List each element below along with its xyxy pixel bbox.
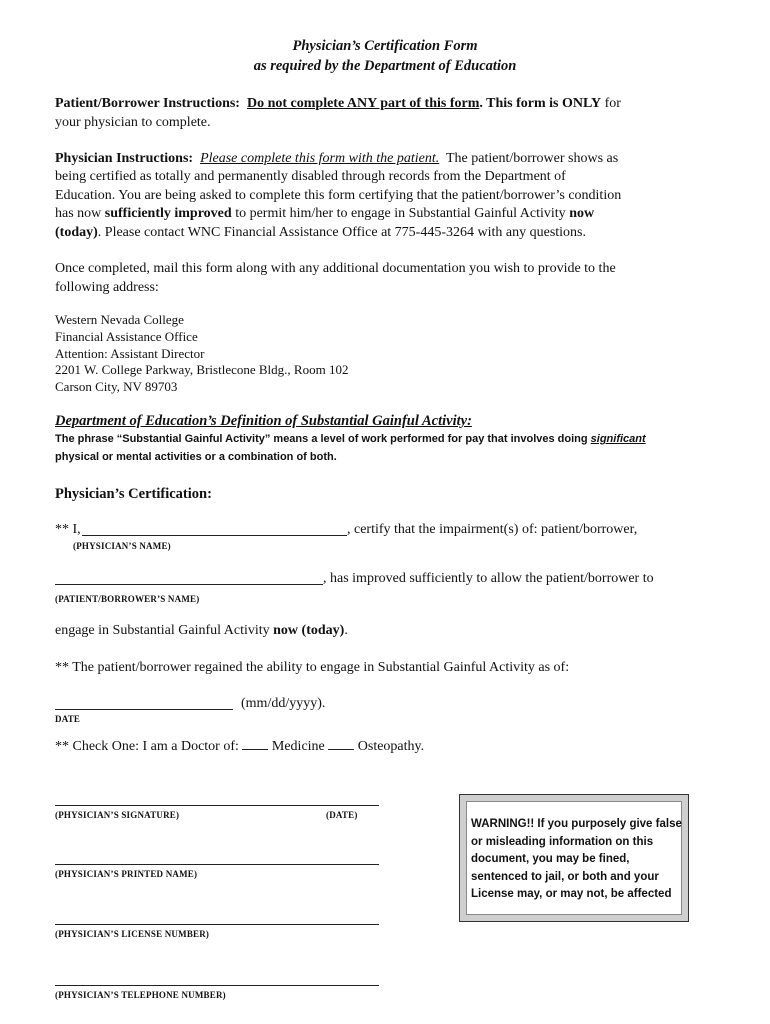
certify-text: , certify that the impairment(s) of: patient/borrower,	[347, 522, 638, 537]
medicine-checkbox-line[interactable]	[242, 749, 268, 750]
physician-instructions-label: Physician Instructions:	[55, 151, 194, 166]
physician-instructions-line2: being certified as totally and permanently disabled through records from the Department of	[55, 169, 566, 184]
form-title: Physician’s Certification Form	[292, 38, 478, 54]
date-format: (mm/dd/yyyy).	[241, 696, 326, 711]
patient-instructions-text-b: for	[601, 96, 621, 111]
engage-period: .	[344, 623, 348, 638]
engage-text-a: engage in Substantial Gainful Activity	[55, 623, 274, 638]
address-line: Carson City, NV 89703	[55, 379, 178, 394]
patient-name-field[interactable]	[55, 584, 323, 585]
warning-text: WARNING!! If you purposely give false or misleading information on this document, you may be fined, sentenced to jail, or both and your License may, or may not, be affected	[471, 818, 682, 900]
patient-instructions-line2: your physician to complete.	[55, 115, 211, 130]
definition-text-a: The phrase “Substantial Gainful Activity” means a level of work performed for pay that involves doing	[55, 433, 591, 445]
address-line: Financial Assistance Office	[55, 329, 198, 344]
definition-text	[55, 433, 646, 445]
license-number-label: (PHYSICIAN’S LICENSE NUMBER)	[55, 929, 210, 939]
patient-instructions-text: . This form is	[479, 96, 562, 111]
physician-instructions	[55, 150, 618, 169]
signature-field[interactable]	[55, 805, 379, 806]
line4-text-a: has now	[55, 206, 105, 221]
address-line: 2201 W. College Parkway, Bristlecone Bldg., Room 102	[55, 362, 349, 377]
medicine-label: Medicine	[268, 739, 329, 754]
check-one-text: ** Check One: I am a Doctor of:	[55, 739, 243, 754]
osteopathy-checkbox-line[interactable]	[328, 749, 354, 750]
engage-text	[55, 622, 348, 641]
physician-instructions-line5	[55, 224, 586, 243]
patient-instructions-warning: Do not complete ANY part of this form	[246, 96, 480, 111]
date-label: DATE	[55, 714, 81, 724]
warning-box-inner	[466, 801, 682, 915]
today-emphasis: (today)	[55, 225, 98, 240]
physician-instructions-line4	[55, 205, 594, 224]
physician-instructions-text: The patient/borrower shows as	[445, 151, 619, 166]
mail-instructions-line2: following address:	[55, 280, 159, 295]
only-emphasis: ONLY	[561, 96, 602, 111]
telephone-label: (PHYSICIAN’S TELEPHONE NUMBER)	[55, 990, 226, 1000]
signature-label: (PHYSICIAN’S SIGNATURE)	[55, 810, 180, 820]
patient-instructions-label: Patient/Borrower Instructions:	[55, 96, 240, 111]
now-emphasis: now	[569, 206, 595, 221]
regained-text: ** The patient/borrower regained the ability to engage in Substantial Gainful Activity as of:	[55, 660, 570, 675]
warning-box	[459, 794, 689, 922]
certification-heading: Physician’s Certification:	[55, 486, 212, 502]
printed-name-field[interactable]	[55, 864, 379, 865]
physician-instructions-directive: Please complete this form with the patient.	[200, 151, 440, 166]
mail-instructions: Once completed, mail this form along with any additional documentation you wish to provide to the	[55, 261, 616, 276]
address-line: Attention: Assistant Director	[55, 346, 205, 361]
address-line: Western Nevada College	[55, 312, 184, 327]
form-subtitle: as required by the Department of Education	[253, 58, 517, 74]
regained-date-field[interactable]	[55, 709, 233, 710]
signature-date-label: (DATE)	[326, 810, 358, 820]
physician-name-label: (PHYSICIAN’S NAME)	[73, 541, 171, 551]
license-number-field[interactable]	[55, 924, 379, 925]
contact-text: . Please contact WNC Financial Assistance Office at 775-445-3264 with any questions.	[97, 225, 586, 240]
check-one	[55, 738, 424, 757]
now-today-emphasis: now (today)	[273, 623, 345, 638]
osteopathy-label: Osteopathy.	[354, 739, 425, 754]
patient-name-label: (PATIENT/BORROWER’S NAME)	[55, 594, 200, 604]
telephone-field[interactable]	[55, 985, 379, 986]
line4-text-b: to permit him/her to engage in Substantial Gainful Activity	[231, 206, 570, 221]
physician-instructions-line3: Education. You are being asked to complete this form certifying that the patient/borrower’s condition	[55, 188, 622, 203]
certify-stars: ** I,	[55, 522, 81, 537]
definition-text-line2: physical or mental activities or a combination of both.	[55, 451, 337, 463]
definition-heading: Department of Education’s Definition of Substantial Gainful Activity:	[55, 413, 472, 429]
printed-name-label: (PHYSICIAN’S PRINTED NAME)	[55, 869, 198, 879]
patient-instructions	[55, 95, 621, 114]
physician-name-field[interactable]	[82, 535, 347, 536]
sufficiently-improved-emphasis: sufficiently improved	[104, 206, 232, 221]
significant-emphasis: significant	[590, 433, 646, 445]
improved-text: , has improved sufficiently to allow the patient/borrower to	[323, 571, 654, 586]
